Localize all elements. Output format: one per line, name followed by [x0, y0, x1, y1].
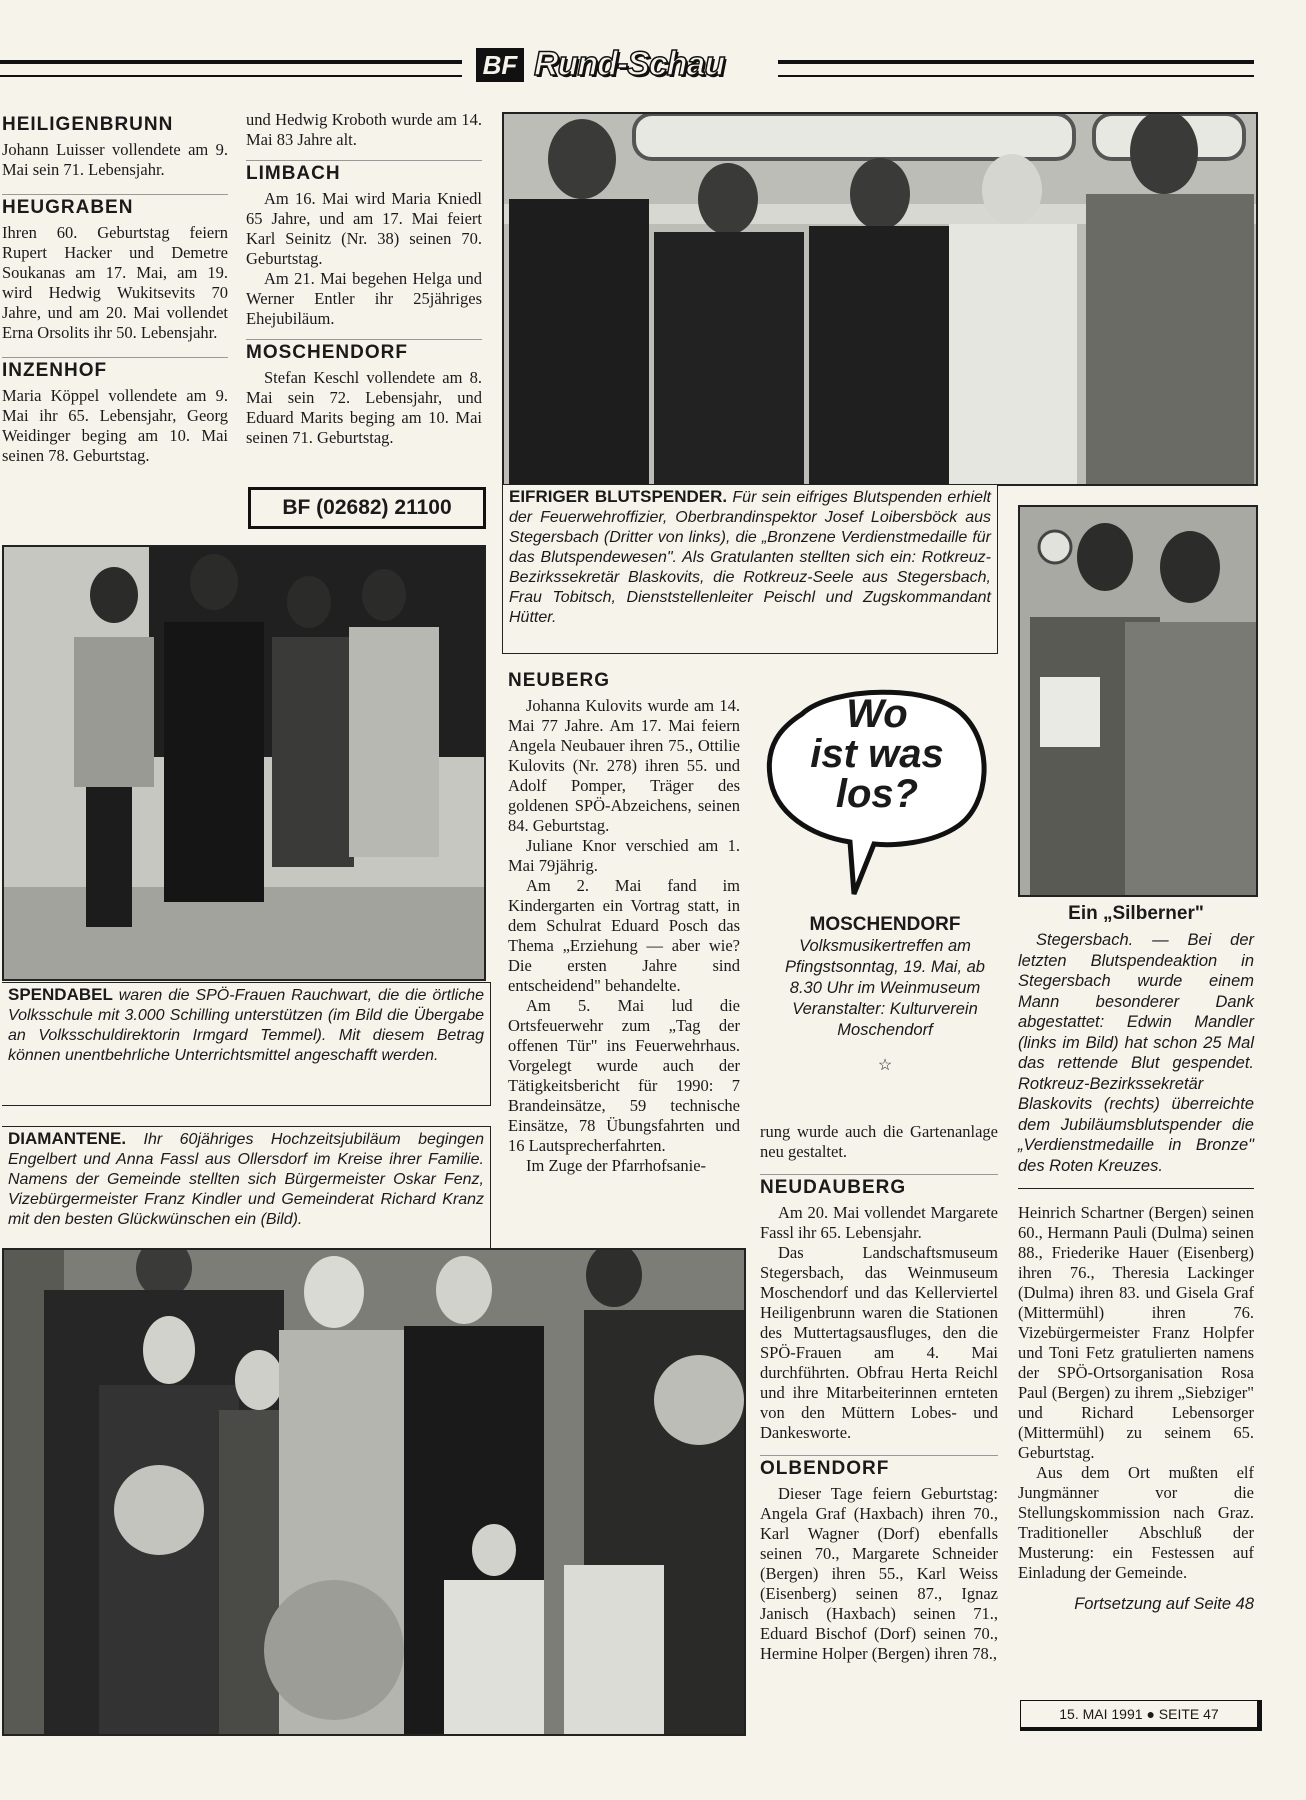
text-neudauberg-2: Das Landschaftsmuseum Stegersbach, das Weinmuseum Moschendorf und das Kellerviertel Heiligenbrunn waren die Stationen des Muttertagsausfluges, den die SPÖ-Frauen am 4. Mai durchführten. Obfrau Herta Reichl und ihre Mitarbeiterinnen ernteten von den Müttern Lobes- und Dankesworte.	[760, 1243, 998, 1442]
caption-spendabel-lead: SPENDABEL	[8, 985, 113, 1004]
text-neuberg-2: Juliane Knor verschied am 1. Mai 79jährig.	[508, 836, 740, 875]
heading-neuberg: NEUBERG	[508, 670, 611, 691]
masthead-rule-right	[778, 60, 1254, 77]
heading-heugraben: HEUGRABEN	[2, 194, 228, 223]
column-1	[2, 112, 228, 466]
text-neudauberg-1: Am 20. Mai vollendet Margarete Fassl ihr 65. Lebensjahr.	[760, 1203, 998, 1242]
heading-heiligenbrunn: HEILIGENBRUNN	[2, 114, 174, 135]
heading-olbendorf: OLBENDORF	[760, 1455, 998, 1484]
column-4	[1018, 902, 1254, 1614]
text-olbendorf: Dieser Tage feiern Geburtstag: Angela Graf (Haxbach) ihren 70., Karl Wagner (Dorf) ebenfalls seinen 70., Margarete Schneider (Bergen) ihren 55., Karl Weiss (Eisenberg) seinen 87., Ignaz Janisch (Haxbach) seinen 71., Eduard Bischof (Dorf) seinen 70., Hermine Holper (Bergen) ihren 78.,	[760, 1484, 998, 1663]
column-2	[246, 110, 482, 448]
footer-page: SEITE 47	[1158, 1706, 1219, 1722]
text-limbach-2: Am 21. Mai begehen Helga und Werner Entler ihr 25jähriges Ehejubiläum.	[246, 269, 482, 328]
text-neuberg-4: Am 5. Mai lud die Ortsfeuerwehr zum „Tag der offenen Tür" ins Feuerwehrhaus. Vorgelegt wurde auch der Tätigkeitsbericht für 1990: 7 Brandeinsätze, 59 technische Einsätze, 78 Übungsfahrten und 16 Lautsprecherfahrten.	[508, 996, 740, 1155]
text-limbach-1: Am 16. Mai wird Maria Kniedl 65 Jahre, und am 17. Mai feiert Karl Seinitz (Nr. 38) seinen 70. Geburtstag.	[246, 189, 482, 268]
event-moschendorf	[770, 914, 1000, 1077]
text-neuberg-3: Am 2. Mai fand im Kindergarten ein Vortrag statt, in dem Schulrat Eduard Posch das Thema „Erziehung — aber wie? Die ersten Jahre sind entscheidend" behandelte.	[508, 876, 740, 995]
photo-blutspender	[502, 112, 1258, 486]
heading-limbach: LIMBACH	[246, 160, 482, 189]
text-garten: rung wurde auch die Gartenanlage neu gestaltet.	[760, 1122, 998, 1161]
footer-date: 15. MAI 1991	[1059, 1706, 1143, 1722]
text-kroboth: und Hedwig Kroboth wurde am 14. Mai 83 Jahre alt.	[246, 110, 482, 149]
caption-diamantene-lead: DIAMANTENE.	[8, 1129, 127, 1148]
footer-bullet-icon: ●	[1146, 1706, 1155, 1722]
column-neuberg	[508, 668, 740, 1176]
bf-logo: BF	[476, 48, 524, 82]
caption-diamantene-text: Ihr 60jähriges Hochzeitsjubiläum begingen Engelbert und Anna Fassl aus Ollersdorf im Kreise ihrer Familie. Namens der Gemeinde stellten sich Bürgermeister Oskar Fenz, Vizebürgermeister Franz Kindler und Gemeinderat Richard Kranz mit den besten Glückwünschen ein (Bild).	[8, 1131, 484, 1228]
event-text: Volksmusikertreffen am Pfingstsonntag, 19. Mai, ab 8.30 Uhr im Weinmuseum Veranstalter: Kulturverein Moschendorf	[785, 937, 985, 1039]
caption-blutspender-text: Für sein eifriges Blutspenden erhielt der Feuerwehroffizier, Oberbrandinspektor Josef Loibersböck aus Stegersbach (Dritter von links), die „Bronzene Verdienstmedaille für das Blutspendewesen". Als Gratulanten stellten sich ein: Rotkreuz-Bezirkssekretär Blaskovits, die Rotkreuz-Seele aus Stegersbach, Frau Tobitsch, Dienststellenleiter Peischl und Zugskommandant Hütter.	[509, 489, 992, 626]
photo-diamantene	[2, 1248, 746, 1736]
photo-blutspender-image	[504, 114, 1256, 484]
text-heugraben: Ihren 60. Geburtstag feiern Rupert Hacker und Demetre Soukanas am 17. Mai, am 19. wird Hedwig Wukitsevits 70 Jahre, und am 20. Mai vollendet Erna Orsolits ihr 50. Lebensjahr.	[2, 223, 228, 342]
caption-blutspender-lead: EIFRIGER BLUTSPENDER.	[509, 487, 728, 506]
photo-silberner	[1018, 505, 1258, 897]
phone-box: BF (02682) 21100	[248, 487, 486, 529]
text-neuberg-5: Im Zuge der Pfarrhofsanie-	[526, 1156, 707, 1175]
star-icon: ☆	[877, 1057, 893, 1074]
photo-silberner-image	[1020, 507, 1256, 895]
photo-spendabel	[2, 545, 486, 981]
text-olbendorf-cont-1: Heinrich Schartner (Bergen) seinen 60., Hermann Pauli (Dulma) seinen 88., Friederike Hauer (Eisenberg) ihren 76., Theresia Lackinger (Dulma) ihren 83. und Gisela Graf (Mittermühl) ihren 76. Vizebürgermeister Franz Holpfer und Toni Fetz gratulierten namens der SPÖ-Ortsorganisation Rosa Paul (Bergen) zu ihrem „Siebziger" und Richard Lebensorger (Mittermühl) zu seinem 65. Geburtstag.	[1018, 1203, 1254, 1462]
bubble-text	[780, 694, 974, 814]
caption-diamantene	[2, 1126, 491, 1250]
heading-moschendorf: MOSCHENDORF	[246, 339, 482, 368]
bubble-line-3: los?	[835, 772, 919, 816]
text-olbendorf-cont-2: Aus dem Ort mußten elf Jungmänner vor die Stellungskommission nach Graz. Traditioneller Abschluß der Musterung: ein Festessen auf Einladung der Gemeinde.	[1018, 1463, 1254, 1582]
caption-blutspender	[502, 484, 998, 654]
masthead-rule-left	[0, 60, 462, 77]
bubble-line-2: ist was	[810, 732, 944, 776]
event-title: MOSCHENDORF	[809, 914, 961, 935]
caption-spendabel-text: waren die SPÖ-Frauen Rauchwart, die die örtliche Volksschule mit 3.000 Schilling unterstützen (im Bild die Übergabe an Volksschuldirektorin Irmgard Temmel). Mit diesem Betrag können unentbehrliche Unterrichtsmittel angeschafft werden.	[8, 987, 484, 1064]
page-footer	[1020, 1700, 1262, 1731]
text-silberner: Stegersbach. — Bei der letzten Blutspendeaktion in Stegersbach wurde einem Mann besonderer Dank abgestattet: Edwin Mandler (links im Bild) hat schon 25 Mal das rettende Blut gespendet. Rotkreuz-Bezirkssekretär Blaskovits (rechts) überreichte dem Jubiläumsblutspender die „Verdienstmedaille in Bronze" des Roten Kreuzes.	[1018, 930, 1254, 1189]
section-title: Rund-Schau	[534, 45, 725, 83]
text-neuberg-1: Johanna Kulovits wurde am 14. Mai 77 Jahre. Am 17. Mai feiern Angela Neubauer ihren 75., Ottilie Kulovits (Nr. 278) ihren 55. und Adolf Pomper, Träger des goldenen SPÖ-Abzeichens, seinen 84. Geburtstag.	[508, 696, 740, 835]
column-3b	[760, 1122, 998, 1664]
text-inzenhof: Maria Köppel vollendete am 9. Mai ihr 65. Lebensjahr, Georg Weidinger beging am 10. Mai seinen 78. Geburtstag.	[2, 386, 228, 465]
photo-diamantene-image	[4, 1250, 744, 1734]
text-moschendorf: Stefan Keschl vollendete am 8. Mai sein 72. Lebensjahr, und Eduard Marits beging am 10. Mai seinen 71. Geburtstag.	[246, 368, 482, 447]
heading-inzenhof: INZENHOF	[2, 357, 228, 386]
continued-note: Fortsetzung auf Seite 48	[1074, 1595, 1254, 1613]
caption-spendabel	[2, 982, 491, 1106]
text-heiligenbrunn: Johann Luisser vollendete am 9. Mai sein 71. Lebensjahr.	[2, 140, 228, 179]
bubble-line-1: Wo	[846, 692, 908, 736]
photo-spendabel-image	[4, 547, 484, 979]
heading-neudauberg: NEUDAUBERG	[760, 1174, 998, 1203]
heading-silberner: Ein „Silberner"	[1068, 903, 1204, 924]
